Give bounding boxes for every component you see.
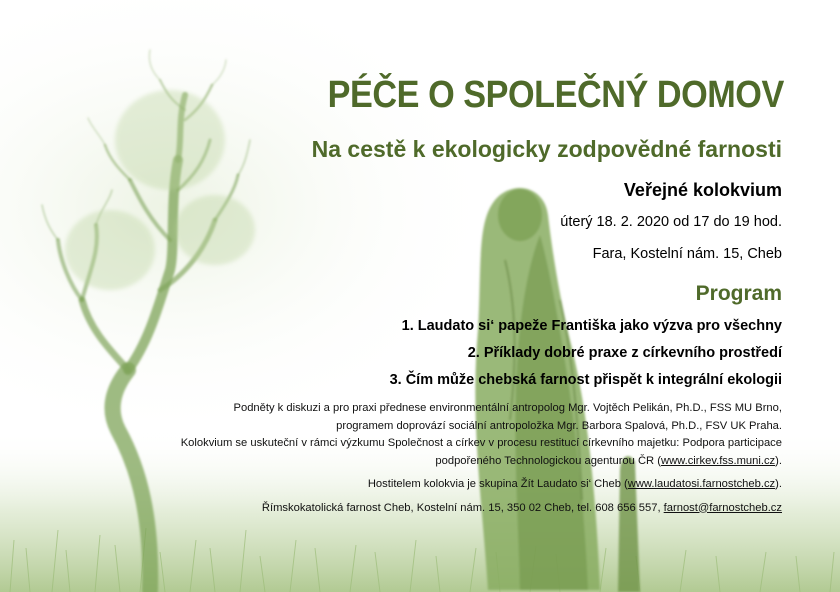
program-list	[390, 314, 782, 395]
event-notes	[181, 400, 782, 517]
funding-note-end: ).	[775, 454, 782, 467]
research-note: Kolokvium se uskuteční v rámci výzkumu Společnost a církev v procesu restitucí církevního majetku: Podpora participace	[180, 437, 782, 449]
speaker-note: Podněty k diskuzi a pro praxi přednese environmentální antropolog Mgr. Vojtěch Pelikán, Ph.D., FSS MU Brno,	[233, 402, 782, 414]
event-venue: Fara, Kostelní nám. 15, Cheb	[592, 246, 782, 262]
host-website-link[interactable]: www.laudatosi.farnostcheb.cz	[627, 478, 776, 490]
funding-note	[181, 453, 782, 471]
page-title: PÉČE O SPOLEČNÝ DOMOV	[327, 74, 784, 116]
program-item: 3. Čím může chebská farnost přispět k integrální ekologii	[389, 372, 782, 388]
contact-email-link[interactable]: farnost@farnostcheb.cz	[663, 501, 782, 514]
program-item: 1. Laudato si‘ papeže Františka jako výzva pro všechny	[401, 318, 782, 334]
host-note-text: Hostitelem kolokvia je skupina Žít Laudato si‘ Cheb (	[367, 478, 628, 490]
contact-note-text: Římskokatolická farnost Cheb, Kostelní nám. 15, 350 02 Cheb, tel. 608 656 557,	[261, 501, 664, 514]
host-note-end: ).	[775, 478, 782, 490]
funding-note-text: podpořeného Technologickou agenturou ČR (	[435, 454, 661, 467]
facilitator-note: programem doprovází sociální antropoložka Mgr. Barbora Spalová, Ph.D., FSV UK Praha.	[336, 419, 782, 432]
host-note	[181, 476, 782, 494]
program-heading: Program	[695, 282, 782, 305]
event-date-time: úterý 18. 2. 2020 od 17 do 19 hod.	[560, 214, 782, 230]
subtitle: Na cestě k ekologicky zodpovědné farnosti	[311, 136, 782, 162]
event-type: Veřejné kolokvium	[623, 180, 782, 200]
program-item: 2. Příklady dobré praxe z církevního prostředí	[467, 345, 782, 361]
contact-note	[181, 500, 782, 518]
research-website-link[interactable]: www.cirkev.fss.muni.cz	[660, 454, 776, 467]
